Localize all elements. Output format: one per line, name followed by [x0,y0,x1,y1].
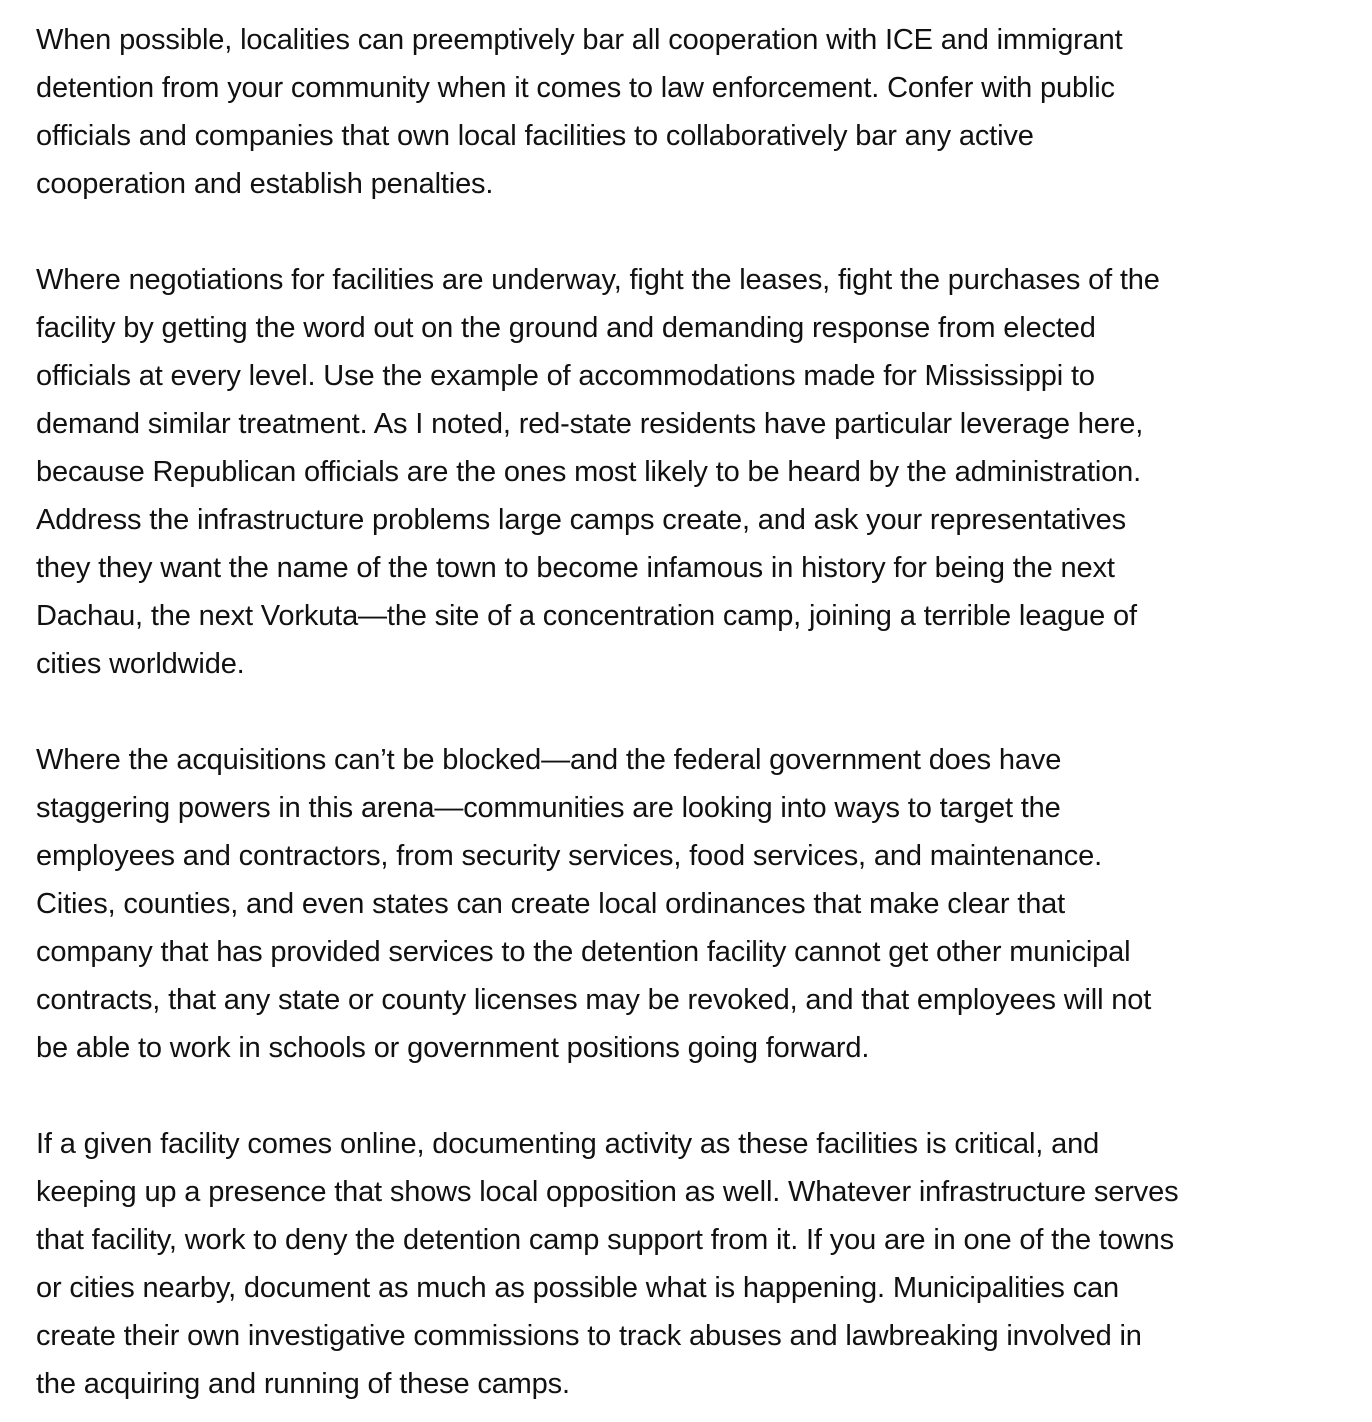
text-line: demand similar treatment. As I noted, red-state residents have particular leverage here, [36,408,1144,440]
paragraph-fight-negotiations [36,256,1356,688]
text-line: officials and companies that own local facilities to collaboratively bar any active [36,120,1034,152]
text-line: Address the infrastructure problems large camps create, and ask your representatives [36,504,1126,536]
paragraph-document-activity [36,1120,1356,1408]
paragraph-local-cooperation-ban [36,16,1356,208]
text-line: Cities, counties, and even states can create local ordinances that make clear that [36,888,1066,920]
text-line: keeping up a presence that shows local opposition as well. Whatever infrastructure serves [36,1176,1179,1208]
text-line: cooperation and establish penalties. [36,168,494,200]
paragraph-target-contractors [36,736,1356,1072]
text-line: create their own investigative commissions to track abuses and lawbreaking involved in [36,1320,1142,1352]
text-line: contracts, that any state or county licenses may be revoked, and that employees will not [36,984,1152,1016]
text-line: Where the acquisitions can’t be blocked—and the federal government does have [36,744,1062,776]
text-line: or cities nearby, document as much as possible what is happening. Municipalities can [36,1272,1120,1304]
text-line: be able to work in schools or government positions going forward. [36,1032,870,1064]
text-line: officials at every level. Use the example of accommodations made for Mississippi to [36,360,1095,392]
text-line: If a given facility comes online, documenting activity as these facilities is critical, and [36,1128,1100,1160]
text-line: employees and contractors, from security services, food services, and maintenance. [36,840,1103,872]
article-body [36,16,1356,1408]
text-line: because Republican officials are the ones most likely to be heard by the administration. [36,456,1142,488]
text-line: detention from your community when it comes to law enforcement. Confer with public [36,72,1115,104]
text-line: When possible, localities can preemptively bar all cooperation with ICE and immigrant [36,24,1123,56]
text-line: cities worldwide. [36,648,245,680]
text-line: staggering powers in this arena—communities are looking into ways to target the [36,792,1061,824]
text-line: Dachau, the next Vorkuta—the site of a concentration camp, joining a terrible league of [36,600,1137,632]
text-line: they they want the name of the town to become infamous in history for being the next [36,552,1115,584]
text-line: the acquiring and running of these camps. [36,1368,570,1400]
text-line: that facility, work to deny the detention camp support from it. If you are in one of the towns [36,1224,1174,1256]
text-line: facility by getting the word out on the ground and demanding response from elected [36,312,1096,344]
text-line: company that has provided services to the detention facility cannot get other municipal [36,936,1131,968]
text-line: Where negotiations for facilities are underway, fight the leases, fight the purchases of the [36,264,1160,296]
